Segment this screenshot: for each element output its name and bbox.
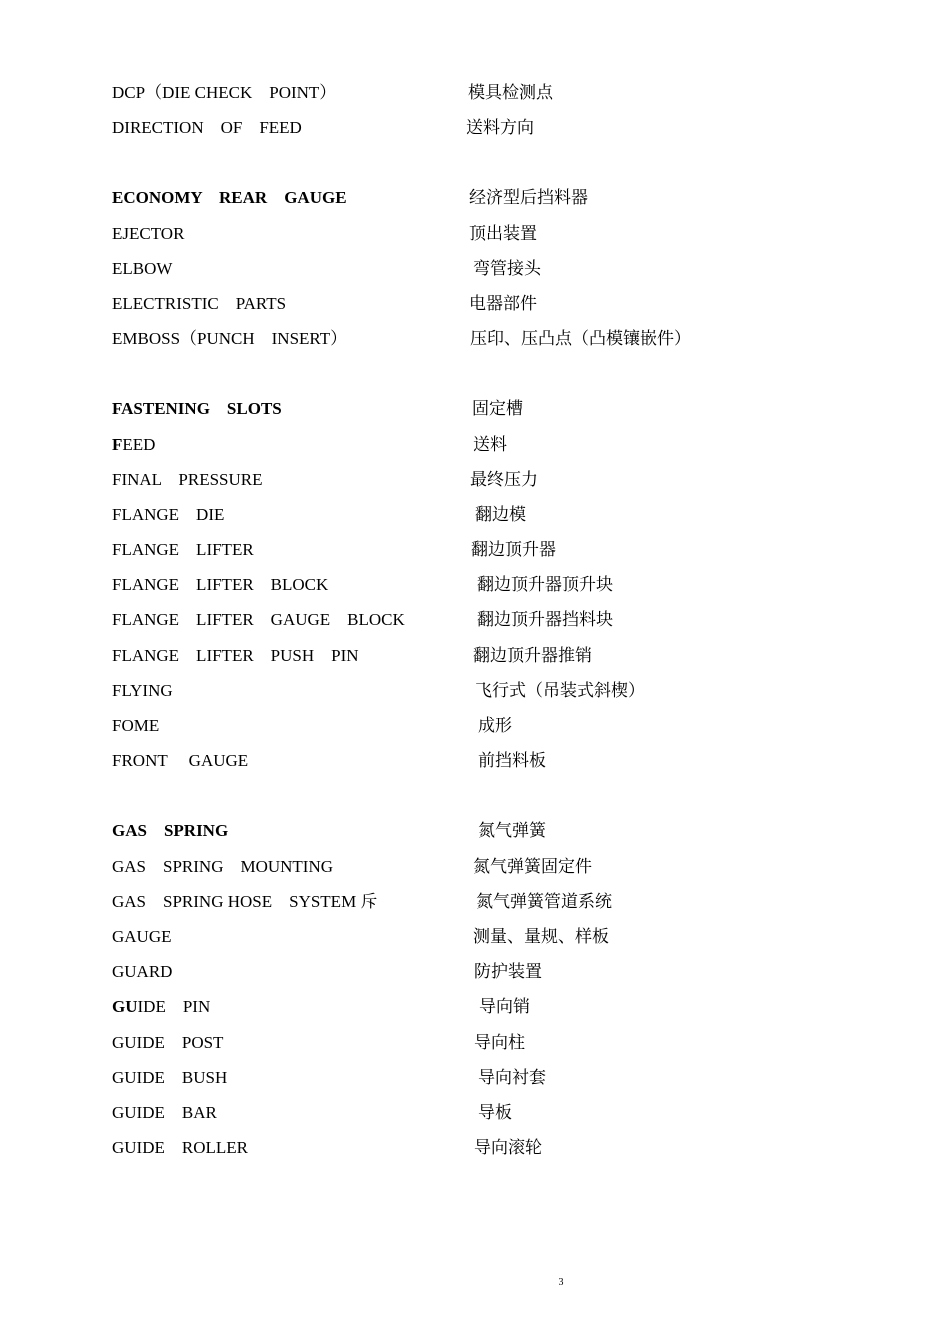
- english-term: DCP（DIE CHECK POINT）: [112, 83, 337, 102]
- chinese-translation: 压印、压凸点（凸模镶嵌件）: [470, 329, 691, 349]
- english-term: FLANGE LIFTER: [112, 540, 254, 560]
- glossary-entry: [112, 820, 872, 855]
- english-term: [112, 996, 210, 1018]
- english-term: GUIDE POST: [112, 1032, 224, 1052]
- chinese-translation: 导向销: [479, 997, 530, 1017]
- glossary-entry: [112, 574, 872, 609]
- glossary-entry: [112, 996, 872, 1031]
- glossary-entry: [112, 961, 872, 996]
- glossary-entry: [112, 82, 872, 117]
- chinese-translation: 导向滚轮: [474, 1138, 542, 1158]
- page-number: 3: [558, 1277, 564, 1288]
- english-term: FOME: [112, 716, 160, 735]
- glossary-entry: [112, 398, 872, 433]
- english-term: GUIDE ROLLER: [112, 1138, 248, 1158]
- english-term: EJECTOR: [112, 223, 185, 243]
- glossary-entry: [112, 1067, 872, 1102]
- english-term-rest: EED: [122, 434, 156, 454]
- chinese-translation: 翻边顶升器推销: [473, 645, 592, 665]
- glossary-entry: [112, 856, 872, 891]
- english-term: ELECTRISTIC PARTS: [112, 293, 287, 313]
- chinese-translation: 氮气弹簧管道系统: [476, 891, 612, 911]
- english-term: FLANGE LIFTER GAUGE BLOCK: [112, 610, 405, 630]
- glossary-entry: [112, 680, 872, 715]
- english-term: FLANGE DIE: [112, 504, 225, 524]
- glossary-entry: [112, 293, 872, 328]
- english-term: DIRECTION OF FEED: [112, 118, 302, 138]
- english-term: FASTENING SLOTS: [112, 399, 282, 419]
- chinese-translation: 氮气弹簧固定件: [473, 856, 592, 876]
- english-term: [112, 434, 155, 456]
- chinese-translation: 成形: [478, 716, 512, 735]
- chinese-translation: 顶出装置: [469, 223, 537, 243]
- english-term: GAUGE: [112, 926, 172, 946]
- glossary-entry: [112, 926, 872, 961]
- glossary-entry: [112, 609, 872, 644]
- glossary-entry: [112, 223, 872, 258]
- glossary-entry: [112, 891, 872, 926]
- glossary-entry: [112, 645, 872, 680]
- english-term: FLANGE LIFTER PUSH PIN: [112, 645, 359, 665]
- english-term: FRONT GAUGE: [112, 751, 249, 771]
- glossary-entry: [112, 1137, 872, 1172]
- chinese-translation: 翻边模: [475, 504, 526, 524]
- english-term-bold-prefix: F: [112, 434, 123, 454]
- chinese-translation: 测量、量规、样板: [473, 926, 609, 946]
- chinese-translation: 氮气弹簧: [478, 821, 546, 841]
- glossary-entry: [112, 539, 872, 574]
- english-term-rest: IDE PIN: [137, 997, 211, 1017]
- chinese-translation: 翻边顶升器挡料块: [477, 610, 613, 630]
- chinese-translation: 前挡料板: [478, 751, 546, 771]
- glossary-entry: [112, 1032, 872, 1067]
- english-term: ELBOW: [112, 258, 173, 278]
- english-term: FINAL PRESSURE: [112, 469, 263, 489]
- chinese-translation: 电器部件: [469, 293, 537, 313]
- english-term: ECONOMY REAR GAUGE: [112, 188, 347, 208]
- english-term: FLANGE LIFTER BLOCK: [112, 575, 329, 595]
- glossary-entry: [112, 328, 872, 363]
- chinese-translation: 翻边顶升器: [471, 540, 556, 560]
- glossary-entry: [112, 1102, 872, 1137]
- chinese-translation: 固定槽: [472, 399, 523, 419]
- glossary-entry: [112, 258, 872, 293]
- english-term: GAS SPRING: [112, 821, 229, 841]
- chinese-translation: 送料: [473, 434, 507, 454]
- english-term: GAS SPRING HOSE SYSTEM 斥: [112, 891, 378, 911]
- english-term: FLYING: [112, 680, 173, 700]
- chinese-translation: 送料方向: [466, 118, 534, 138]
- chinese-translation: 导板: [478, 1102, 512, 1122]
- glossary-entry: [112, 469, 872, 504]
- english-term: GUIDE BAR: [112, 1102, 217, 1122]
- chinese-translation: 弯管接头: [473, 258, 541, 278]
- chinese-translation: 导向衬套: [478, 1067, 546, 1087]
- chinese-translation: 翻边顶升器顶升块: [477, 575, 613, 595]
- glossary-entry: [112, 715, 872, 750]
- glossary-entry: [112, 504, 872, 539]
- english-term: EMBOSS（PUNCH INSERT）: [112, 329, 348, 349]
- chinese-translation: 最终压力: [470, 469, 538, 489]
- chinese-translation: 模具检测点: [468, 83, 553, 102]
- glossary-entry: [112, 750, 872, 785]
- chinese-translation: 导向柱: [474, 1032, 525, 1052]
- glossary-list: [112, 82, 872, 1172]
- english-term-bold-prefix: GU: [112, 997, 138, 1017]
- chinese-translation: 经济型后挡料器: [469, 188, 588, 208]
- english-term: GAS SPRING MOUNTING: [112, 856, 334, 876]
- chinese-translation: 防护装置: [474, 962, 542, 982]
- chinese-translation: 飞行式（吊装式斜楔）: [475, 680, 645, 700]
- glossary-entry: [112, 187, 872, 222]
- english-term: GUIDE BUSH: [112, 1067, 228, 1087]
- english-term: GUARD: [112, 962, 173, 982]
- glossary-entry: [112, 434, 872, 469]
- glossary-entry: [112, 117, 872, 152]
